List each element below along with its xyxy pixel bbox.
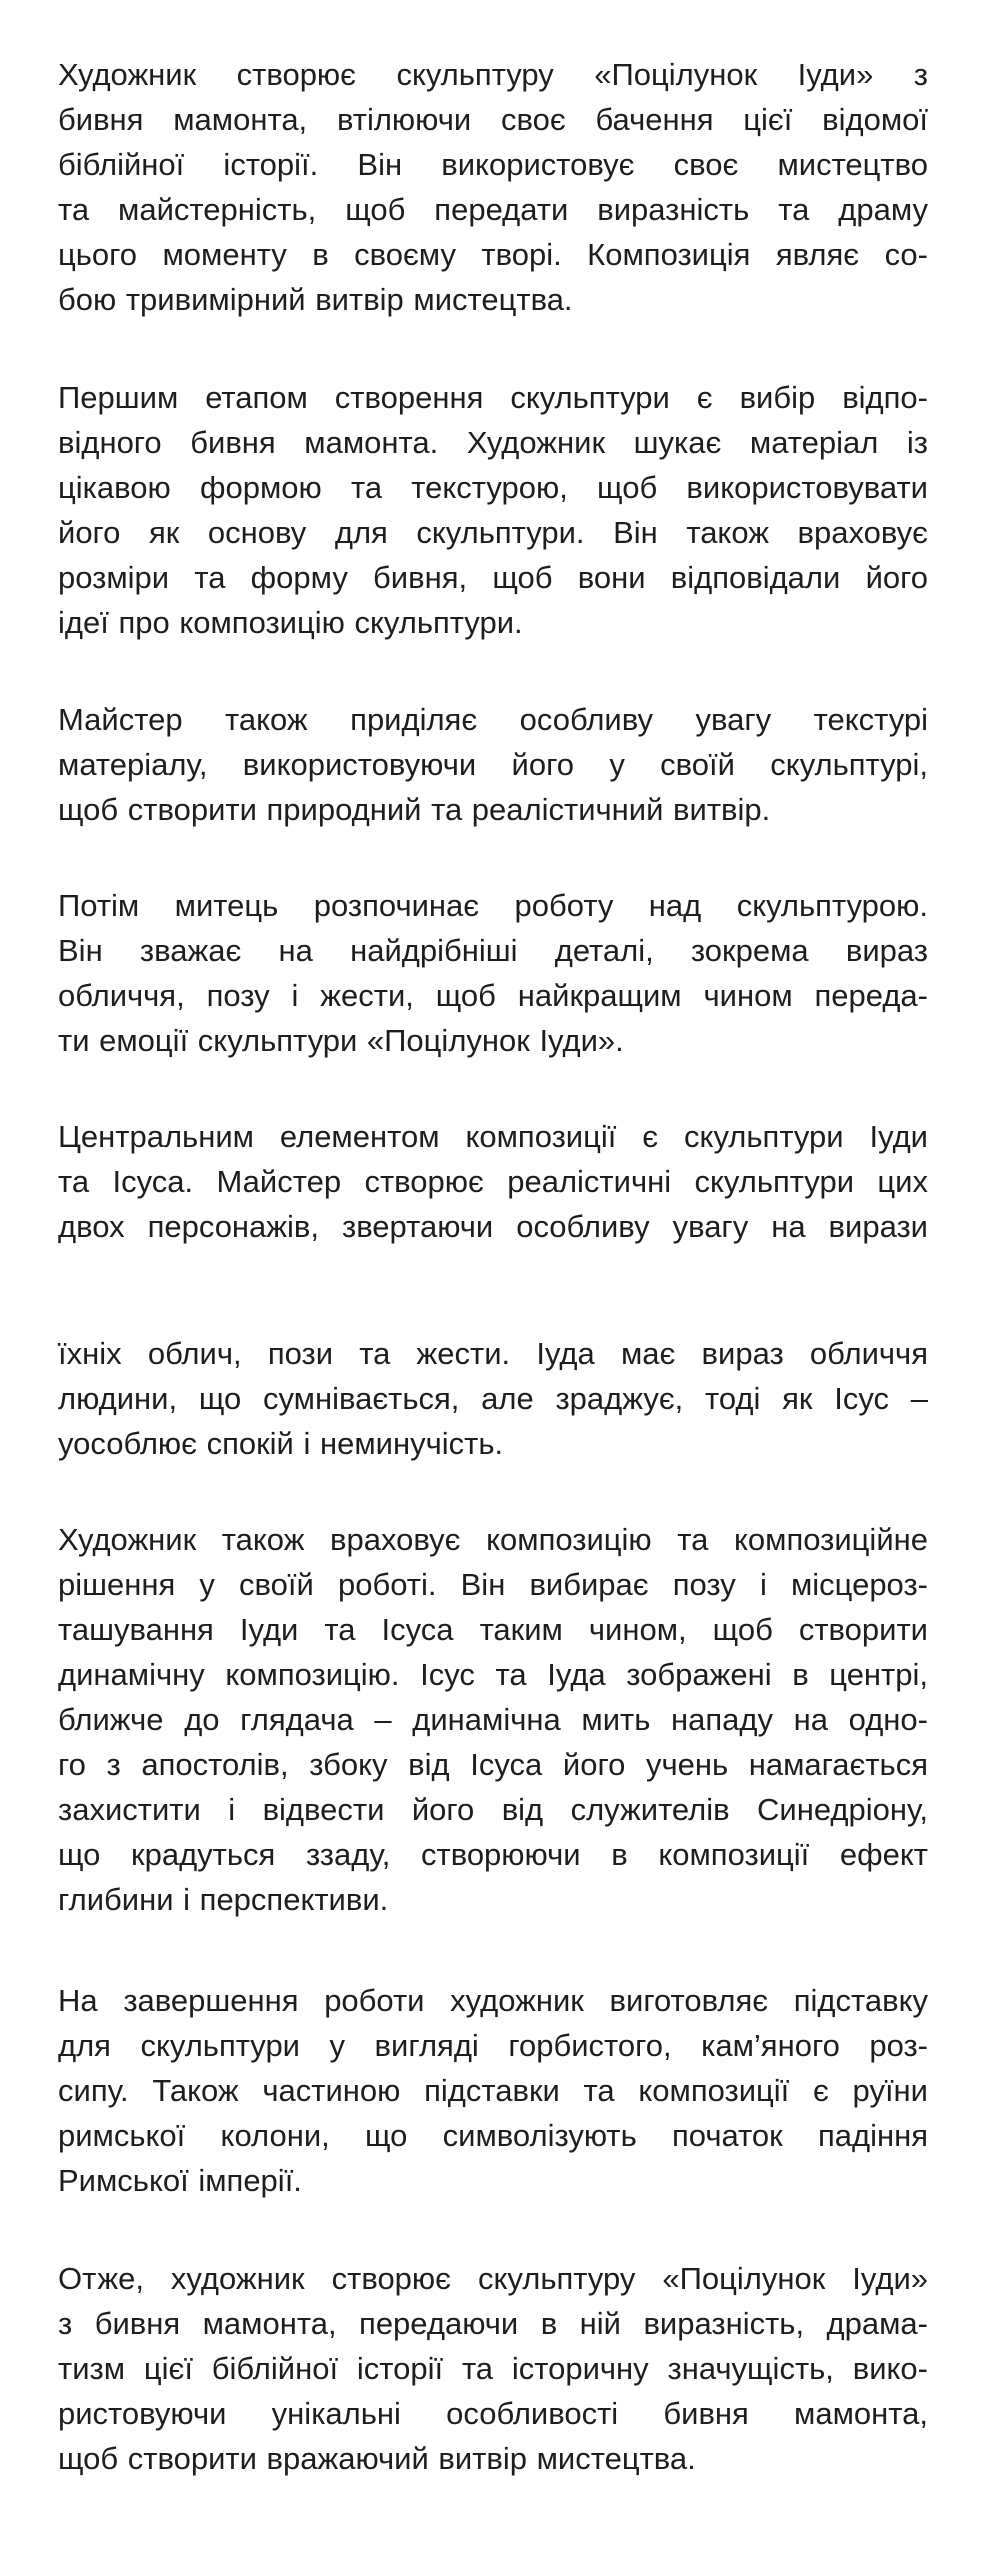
text-line: Першим етапом створення скульптури є вибір відпо- — [58, 380, 928, 415]
text-line: динамічну композицію. Ісус та Іуда зображені в центрі, — [58, 1657, 928, 1692]
text-line: цього моменту в своєму творі. Композиція являє со- — [58, 237, 928, 272]
text-line: Художник також враховує композицію та композиційне — [58, 1522, 928, 1557]
text-line: та майстерність, щоб передати виразність та драму — [58, 192, 928, 227]
text-line: ідеї про композицію скульптури. — [58, 605, 523, 640]
text-line: відного бивня мамонта. Художник шукає матеріал із — [58, 425, 928, 460]
text-line: Художник створює скульптуру «Поцілунок Іуди» з — [58, 57, 928, 92]
text-line: захистити і відвести його від служителів Синедріону, — [58, 1792, 928, 1827]
text-line: сипу. Також частиною підставки та композиції є руїни — [58, 2073, 928, 2108]
text-line: для скульптури у вигляді горбистого, кам’яного роз- — [58, 2028, 928, 2063]
text-line: тизм цієї біблійної історії та історичну значущість, вико- — [58, 2351, 928, 2386]
text-line: двох персонажів, звертаючи особливу увагу на вирази — [58, 1209, 928, 1244]
text-line: обличчя, позу і жести, щоб найкращим чином переда- — [58, 978, 928, 1013]
text-line: ташування Іуди та Ісуса таким чином, щоб створити — [58, 1612, 928, 1647]
text-line: що крадуться ззаду, створюючи в композиції ефект — [58, 1837, 928, 1872]
paragraph-central-element — [58, 1114, 928, 1249]
paragraph-pedestal — [58, 1978, 928, 2203]
text-line: щоб створити вражаючий витвір мистецтва. — [58, 2441, 696, 2476]
text-line: Майстер також приділяє особливу увагу текстурі — [58, 702, 928, 737]
paragraph-intro — [58, 52, 928, 322]
text-line: Центральним елементом композиції є скульптури Іуди — [58, 1119, 928, 1154]
paragraph-conclusion — [58, 2256, 928, 2481]
text-line: Римської імперії. — [58, 2163, 302, 2198]
text-line: та Ісуса. Майстер створює реалістичні скульптури цих — [58, 1164, 928, 1199]
text-line: ти емоції скульптури «Поцілунок Іуди». — [58, 1023, 624, 1058]
text-line: з бивня мамонта, передаючи в ній виразність, драма- — [58, 2306, 928, 2341]
text-line: го з апостолів, збоку від Ісуса його учень намагається — [58, 1747, 928, 1782]
text-line: матеріалу, використовуючи його у своїй скульптурі, — [58, 747, 928, 782]
text-line: щоб створити природний та реалістичний витвір. — [58, 792, 771, 827]
text-line: римської колони, що символізують початок падіння — [58, 2118, 928, 2153]
text-line: бою тривимірний витвір мистецтва. — [58, 282, 573, 317]
text-line: їхніх облич, пози та жести. Іуда має вираз обличчя — [58, 1336, 928, 1371]
text-line: ближче до глядача – динамічна мить нападу на одно- — [58, 1702, 928, 1737]
text-line: розміри та форму бивня, щоб вони відповідали його — [58, 560, 928, 595]
text-line: цікавою формою та текстурою, щоб використовувати — [58, 470, 928, 505]
paragraph-composition — [58, 1517, 928, 1922]
text-line: уособлює спокій і неминучість. — [58, 1426, 504, 1461]
text-line: Потім митець розпочинає роботу над скульптурою. — [58, 888, 928, 923]
paragraph-details — [58, 883, 928, 1063]
paragraph-faces — [58, 1331, 928, 1466]
text-line: глибини і перспективи. — [58, 1882, 389, 1917]
text-line: На завершення роботи художник виготовляє підставку — [58, 1983, 928, 2018]
text-line: ристовуючи унікальні особливості бивня мамонта, — [58, 2396, 928, 2431]
text-line: рішення у своїй роботі. Він вибирає позу і місцероз- — [58, 1567, 928, 1602]
paragraph-tusk-selection — [58, 375, 928, 645]
text-line: Він зважає на найдрібніші деталі, зокрема вираз — [58, 933, 928, 968]
text-line: людини, що сумнівається, але зраджує, тоді як Ісус – — [58, 1381, 928, 1416]
paragraph-texture — [58, 697, 928, 832]
text-line: біблійної історії. Він використовує своє мистецтво — [58, 147, 928, 182]
text-line: його як основу для скульптури. Він також враховує — [58, 515, 928, 550]
text-line: бивня мамонта, втілюючи своє бачення цієї відомої — [58, 102, 928, 137]
text-line: Отже, художник створює скульптуру «Поцілунок Іуди» — [58, 2261, 928, 2296]
